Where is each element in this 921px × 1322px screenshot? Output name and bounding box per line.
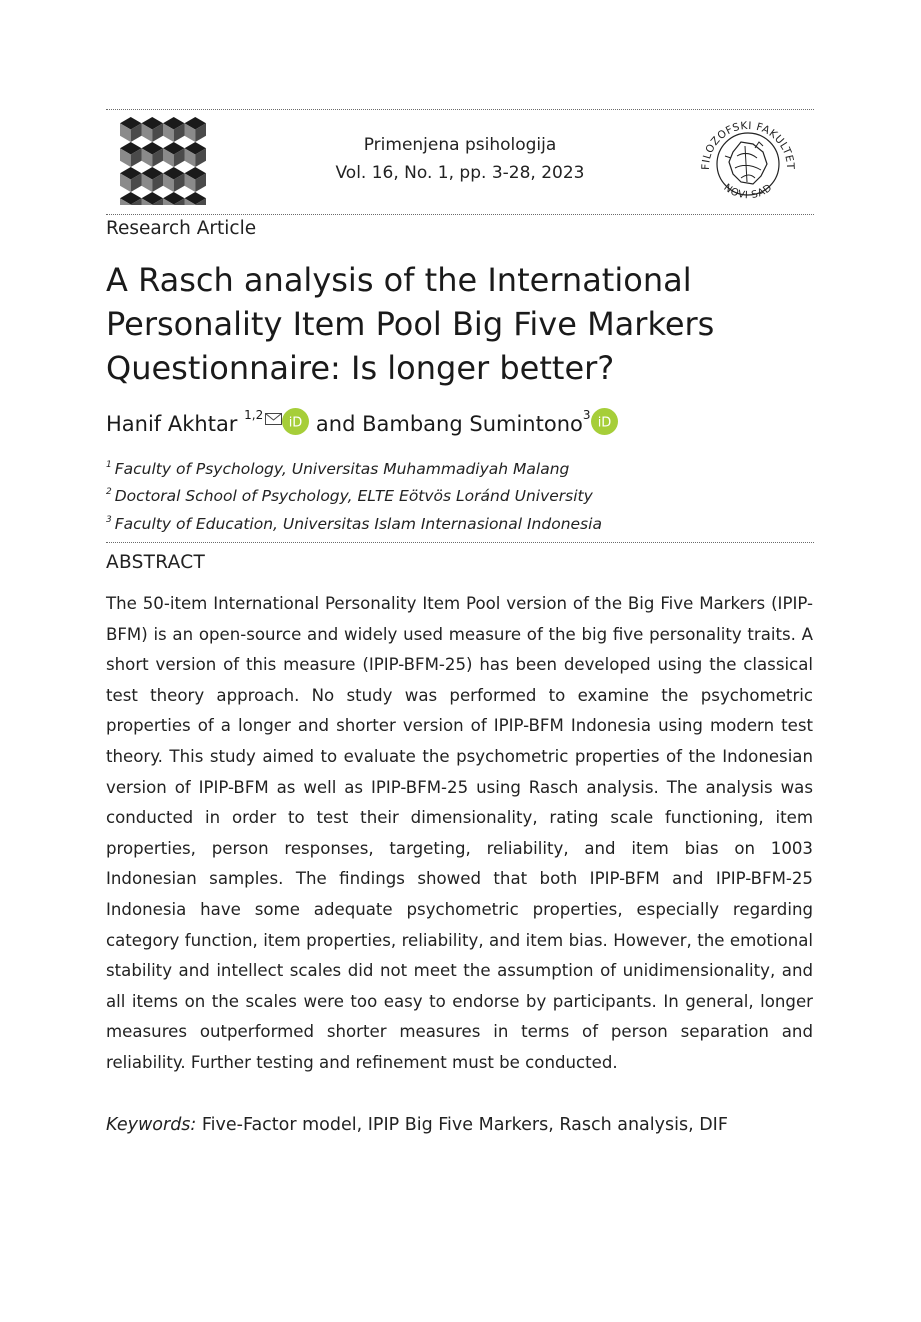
article-title: A Rasch analysis of the International Personality Item Pool Big Five Markers Questionnaire: Is longer better? [106, 261, 715, 387]
affiliation-text: Doctoral School of Psychology, ELTE Eötvös Loránd University [114, 487, 593, 505]
abstract-rule [106, 542, 814, 543]
affiliation-number: 2 [106, 487, 112, 497]
author-affiliation-marker: 3 [582, 408, 591, 422]
svg-text:FILOZOFSKI FAKULTET [700, 120, 796, 170]
keywords [106, 1115, 728, 1135]
abstract-text: The 50-item International Personality Item Pool version of the Big Five Markers (IPIP-BFM) is an open-source and widely used measure of the big five personality traits. A short version of this measure (IPIP-BFM-25) has been developed using the classical test theory approach. No study was performed to examine the psychometric properties of a longer and shorter version of IPIP-BFM Indonesia using modern test theory. This study aimed to evaluate the psychometric properties of the Indonesian version of IPIP-BFM as well as IPIP-BFM-25 using Rasch analysis. The analysis was conducted in order to test their dimensionality, rating scale functioning, item properties, person responses, targeting, reliability, and item bias on 1003 Indonesian samples. The findings showed that both IPIP-BFM and IPIP-BFM-25 Indonesia have some adequate psychometric properties, especially regarding category function, item properties, reliability, and item bias. However, the emotional stability and intellect scales did not meet the assumption of unidimensionality, and all items on the scales were too easy to endorse by participants. In general, longer measures outperformed shorter measures in terms of person separation and reliability. Further testing and refinement must be conducted. [106, 594, 813, 1072]
header-rule-bottom [106, 214, 814, 215]
author-name: Hanif Akhtar [106, 412, 238, 436]
keywords-label: Keywords: [106, 1115, 197, 1135]
affiliation [106, 487, 593, 505]
svg-text:iD: iD [288, 415, 303, 431]
orcid-icon[interactable] [282, 408, 309, 435]
author-affiliation-marker: 1,2 [244, 408, 264, 422]
author-name: Bambang Sumintono [362, 412, 583, 436]
header-rule-top [106, 109, 814, 110]
seal-bottom-text: NOVI SAD [721, 182, 775, 202]
keywords-text: Five-Factor model, IPIP Big Five Markers, Rasch analysis, DIF [201, 1115, 728, 1135]
mail-icon[interactable] [265, 413, 282, 425]
orcid-icon[interactable] [591, 408, 618, 435]
article-type: Research Article [106, 218, 257, 239]
seal-top-text: FILOZOFSKI FAKULTET [699, 119, 797, 171]
svg-text:NOVI SAD [721, 182, 774, 201]
affiliation [106, 460, 569, 478]
university-seal-logo [695, 112, 801, 212]
journal-info [310, 131, 610, 187]
journal-volume: Vol. 16, No. 1, pp. 3-28, 2023 [335, 163, 585, 183]
affiliation-text: Faculty of Education, Universitas Islam Internasional Indonesia [114, 515, 602, 533]
abstract-heading: ABSTRACT [106, 552, 206, 573]
affiliation-text: Faculty of Psychology, Universitas Muhammadiyah Malang [114, 460, 570, 478]
author-connector: and [315, 412, 356, 436]
cube-pattern-logo [120, 117, 206, 205]
affiliation [106, 515, 602, 533]
author-list [106, 408, 618, 436]
journal-name: Primenjena psihologija [363, 135, 557, 155]
affiliation-number: 3 [106, 515, 112, 525]
svg-text:iD: iD [597, 415, 611, 431]
affiliation-number: 1 [106, 460, 112, 470]
